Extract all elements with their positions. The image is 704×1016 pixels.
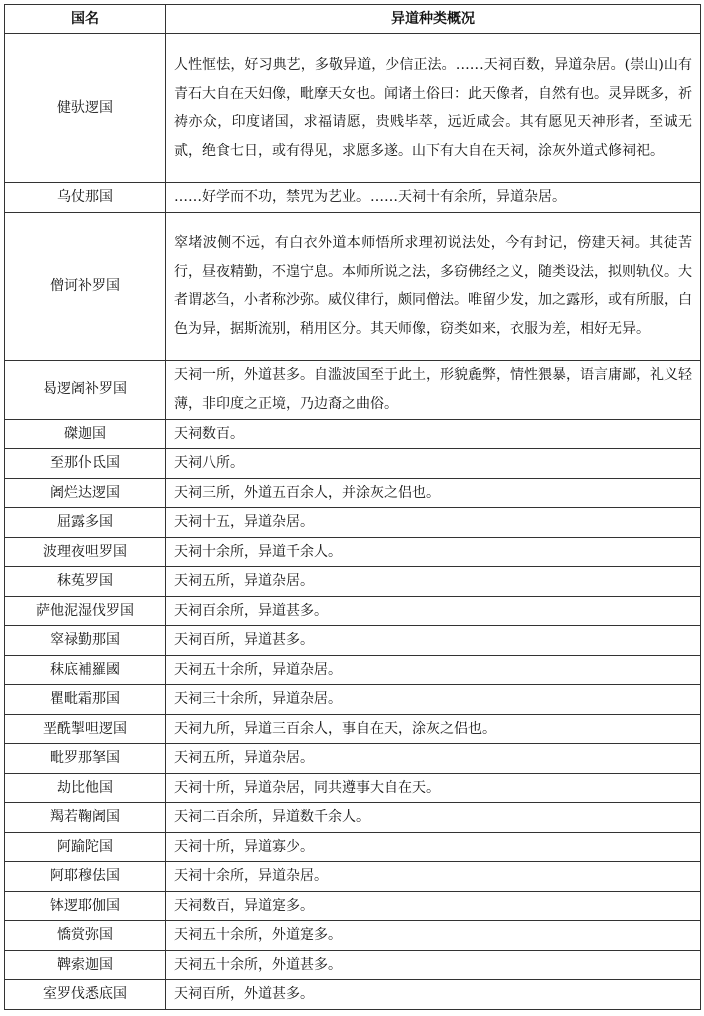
country-name-cell: 阿踰陀国: [5, 832, 166, 862]
table-row: [5, 449, 701, 479]
heresy-overview-cell: 天祠八所。: [166, 449, 701, 479]
country-name-cell: 鞞索迦国: [5, 950, 166, 980]
heresy-overview-cell: 天祠二百余所，异道数千余人。: [166, 803, 701, 833]
heresy-overview-cell: 天祠百余所，异道甚多。: [166, 596, 701, 626]
table-header-row: [5, 5, 701, 34]
table-row: [5, 714, 701, 744]
table-row: [5, 773, 701, 803]
table-row: [5, 537, 701, 567]
heresy-overview-cell: 天祠五所，异道杂居。: [166, 567, 701, 597]
country-name-cell: 磔迦国: [5, 419, 166, 449]
country-name-cell: 秣底補羅國: [5, 655, 166, 685]
heresy-overview-cell: 天祠五所，异道杂居。: [166, 744, 701, 774]
heresy-overview-cell: 天祠十所，异道杂居，同共遵事大自在天。: [166, 773, 701, 803]
table-row: [5, 626, 701, 656]
table-row: [5, 596, 701, 626]
heresy-overview-cell: 天祠数百。: [166, 419, 701, 449]
heresy-overview-cell: 天祠十余所，异道杂居。: [166, 862, 701, 892]
table-row: [5, 34, 701, 183]
country-name-cell: 健驮逻国: [5, 34, 166, 183]
heresy-overview-cell: 天祠百所，外道甚多。: [166, 980, 701, 1010]
heresy-overview-cell: 天祠一所，外道甚多。自滥波国至于此土，形貌麁弊，情性猥暴，语言庸鄙，礼义轻薄，非印度之正境，乃边裔之曲俗。: [166, 360, 701, 419]
country-name-cell: 瞿毗霜那国: [5, 685, 166, 715]
country-name-cell: 憍赏弥国: [5, 921, 166, 951]
country-name-cell: 至那仆氐国: [5, 449, 166, 479]
country-name-cell: 乌仗那国: [5, 183, 166, 213]
country-name-cell: 曷逻阇补罗国: [5, 360, 166, 419]
table-row: [5, 212, 701, 360]
table-body: [5, 34, 701, 1010]
table-row: [5, 891, 701, 921]
table-row: [5, 360, 701, 419]
heresy-overview-cell: 天祠九所，异道三百余人，事自在天，涂灰之侣也。: [166, 714, 701, 744]
table-row: [5, 685, 701, 715]
table-row: [5, 803, 701, 833]
heresy-overview-cell: ……好学而不功，禁咒为艺业。……天祠十有余所，异道杂居。: [166, 183, 701, 213]
heresy-overview-cell: 天祠五十余所，外道甚多。: [166, 950, 701, 980]
heresy-overview-cell: 天祠十五，异道杂居。: [166, 508, 701, 538]
country-name-cell: 室罗伐悉底国: [5, 980, 166, 1010]
country-name-cell: 阿耶穆佉国: [5, 862, 166, 892]
country-name-cell: 僧诃补罗国: [5, 212, 166, 360]
table-row: [5, 655, 701, 685]
table-row: [5, 921, 701, 951]
country-name-cell: 羯若鞠阇国: [5, 803, 166, 833]
table-row: [5, 567, 701, 597]
column-header-overview: 异道种类概况: [166, 5, 701, 34]
table-row: [5, 950, 701, 980]
country-name-cell: 窣禄勤那国: [5, 626, 166, 656]
heresy-overview-cell: 天祠十余所，异道千余人。: [166, 537, 701, 567]
table-row: [5, 832, 701, 862]
country-name-cell: 屈露多国: [5, 508, 166, 538]
table-row: [5, 862, 701, 892]
heresy-overview-cell: 天祠三所，外道五百余人，并涂灰之侣也。: [166, 478, 701, 508]
table-row: [5, 980, 701, 1010]
heresy-overview-cell: 天祠三十余所，异道杂居。: [166, 685, 701, 715]
table-row: [5, 744, 701, 774]
heresy-overview-cell: 天祠数百，异道寔多。: [166, 891, 701, 921]
country-name-cell: 阇烂达逻国: [5, 478, 166, 508]
heresy-overview-cell: 天祠十所，异道寡少。: [166, 832, 701, 862]
column-header-country: 国名: [5, 5, 166, 34]
country-name-cell: 秣菟罗国: [5, 567, 166, 597]
country-name-cell: 毗罗那拏国: [5, 744, 166, 774]
country-name-cell: 钵逻耶伽国: [5, 891, 166, 921]
heresy-overview-cell: 天祠百所，异道甚多。: [166, 626, 701, 656]
country-heresy-table: [4, 4, 701, 1010]
country-name-cell: 萨他泥湿伐罗国: [5, 596, 166, 626]
table-row: [5, 478, 701, 508]
heresy-overview-cell: 人性恇怯，好习典艺，多敬异道，少信正法。……天祠百数，异道杂居。(崇山)山有青石大自在天妇像，毗摩天女也。闻诸土俗曰：此天像者，自然有也。灵异既多，祈祷亦众，印度诸国，求福请愿，贵贱毕萃，远近咸会。其有愿见天神形者，至诚无贰，绝食七日，或有得见，求愿多遂。山下有大自在天祠，涂灰外道式修祠祀。: [166, 34, 701, 183]
heresy-overview-cell: 天祠五十余所，异道杂居。: [166, 655, 701, 685]
heresy-overview-cell: 窣堵波侧不远，有白衣外道本师悟所求理初说法处，今有封记，傍建天祠。其徒苦行，昼夜精勤，不遑宁息。本师所说之法，多窃佛经之义，随类设法，拟则轨仪。大者谓苾刍，小者称沙弥。威仪律行，颇同僧法。唯留少发，加之露形，或有所服，白色为异，据斯流别，稍用区分。其天师像，窃类如来，衣服为差，相好无异。: [166, 212, 701, 360]
table-row: [5, 508, 701, 538]
table-row: [5, 183, 701, 213]
heresy-overview-cell: 天祠五十余所，外道寔多。: [166, 921, 701, 951]
country-name-cell: 垩酰掣呾逻国: [5, 714, 166, 744]
country-name-cell: 波理夜呾罗国: [5, 537, 166, 567]
table-row: [5, 419, 701, 449]
country-name-cell: 劫比他国: [5, 773, 166, 803]
